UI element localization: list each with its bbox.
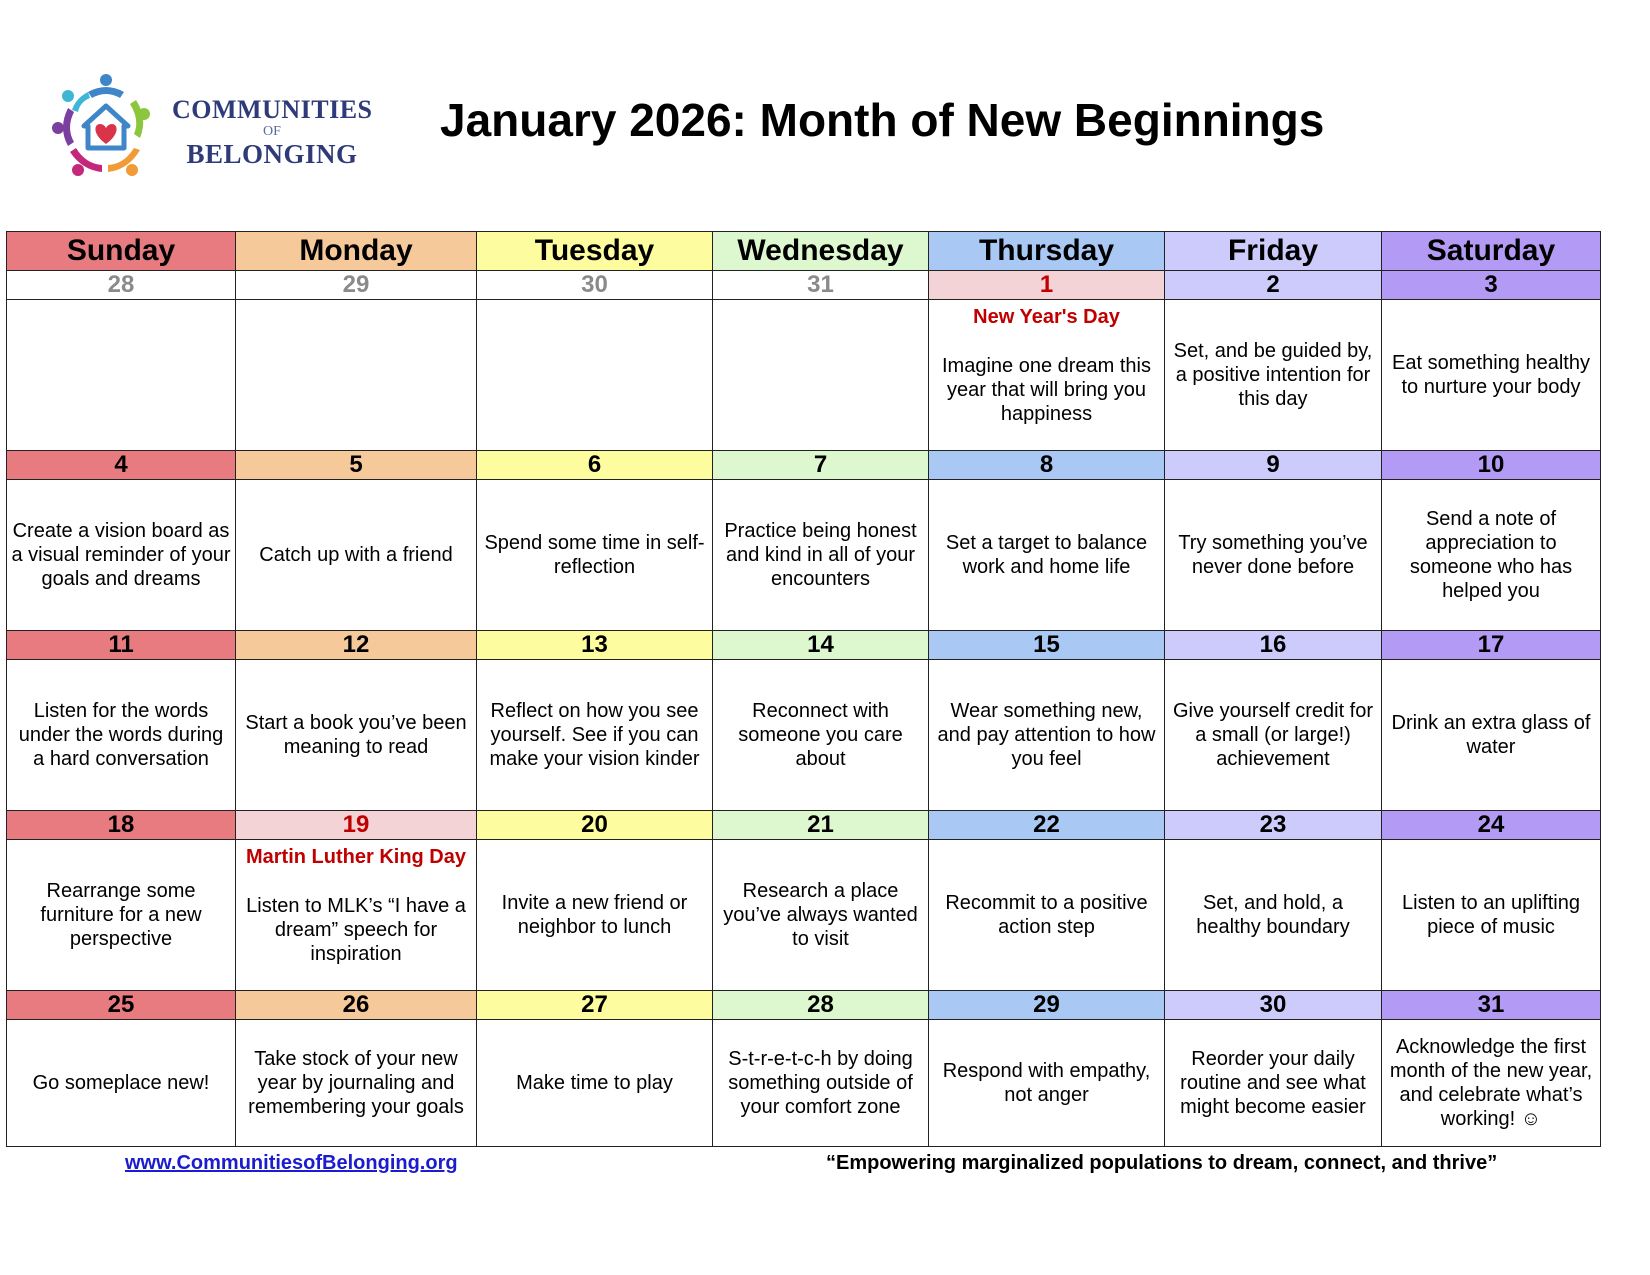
- date-number: 21: [713, 811, 929, 840]
- weekday-header: Monday: [236, 232, 477, 271]
- date-number: 24: [1382, 811, 1601, 840]
- day-activity: Spend some time in self-reflection: [477, 480, 713, 631]
- day-activity: Imagine one dream this year that will bring you happiness: [941, 355, 1151, 425]
- day-activity: [477, 300, 713, 451]
- day-activity: Set, and be guided by, a positive intention for this day: [1165, 300, 1382, 451]
- date-number: 13: [477, 631, 713, 660]
- day-activity: Set, and hold, a healthy boundary: [1165, 840, 1382, 991]
- weekday-header: Thursday: [929, 232, 1165, 271]
- weekday-header-row: [7, 232, 1601, 271]
- day-activity: Set a target to balance work and home life: [929, 480, 1165, 631]
- date-number: 18: [7, 811, 236, 840]
- activity-row: [7, 480, 1601, 631]
- date-row: [7, 631, 1601, 660]
- activity-row: [7, 300, 1601, 451]
- date-number: 19: [236, 811, 477, 840]
- page-title: January 2026: Month of New Beginnings: [440, 94, 1325, 146]
- day-activity: Eat something healthy to nurture your body: [1382, 300, 1601, 451]
- date-number: 30: [477, 271, 713, 300]
- date-number: 7: [713, 451, 929, 480]
- day-activity: Invite a new friend or neighbor to lunch: [477, 840, 713, 991]
- date-number: 5: [236, 451, 477, 480]
- day-activity: [236, 300, 477, 451]
- weekday-header: Sunday: [7, 232, 236, 271]
- day-activity: [7, 300, 236, 451]
- date-number: 1: [929, 271, 1165, 300]
- date-row: [7, 451, 1601, 480]
- tagline-quote: “Empowering marginalized populations to dream, connect, and thrive”: [826, 1152, 1498, 1174]
- holiday-name: Martin Luther King Day: [245, 846, 466, 868]
- date-number: 10: [1382, 451, 1601, 480]
- date-number: 4: [7, 451, 236, 480]
- date-number: 26: [236, 991, 477, 1020]
- date-number: 14: [713, 631, 929, 660]
- day-activity: Make time to play: [477, 1020, 713, 1147]
- day-activity: Try something you’ve never done before: [1165, 480, 1382, 631]
- day-activity: S-t-r-e-t-c-h by doing something outside of your comfort zone: [713, 1020, 929, 1147]
- date-number: 15: [929, 631, 1165, 660]
- day-activity: Practice being honest and kind in all of your encounters: [713, 480, 929, 631]
- day-activity: Listen to an uplifting piece of music: [1382, 840, 1601, 991]
- date-number: 31: [1382, 991, 1601, 1020]
- day-activity: Reflect on how you see yourself. See if you can make your vision kinder: [477, 660, 713, 811]
- day-activity: Wear something new, and pay attention to how you feel: [929, 660, 1165, 811]
- activity-row: [7, 840, 1601, 991]
- day-activity: Reconnect with someone you care about: [713, 660, 929, 811]
- brand-line-2: OF: [263, 124, 281, 139]
- date-number: 30: [1165, 991, 1382, 1020]
- day-activity: Start a book you’ve been meaning to read: [236, 660, 477, 811]
- date-number: 22: [929, 811, 1165, 840]
- day-activity: Take stock of your new year by journaling and remembering your goals: [236, 1020, 477, 1147]
- weekday-header: Saturday: [1382, 232, 1601, 271]
- date-number: 28: [7, 271, 236, 300]
- day-activity-holiday: [929, 300, 1165, 451]
- day-activity: Go someplace new!: [7, 1020, 236, 1147]
- day-activity: Rearrange some furniture for a new perspective: [7, 840, 236, 991]
- weekday-header: Friday: [1165, 232, 1382, 271]
- date-number: 28: [713, 991, 929, 1020]
- community-logo-icon: [48, 70, 158, 190]
- day-activity: Send a note of appreciation to someone who has helped you: [1382, 480, 1601, 631]
- date-number: 8: [929, 451, 1165, 480]
- date-number: 29: [929, 991, 1165, 1020]
- holiday-name: New Year's Day: [973, 306, 1120, 328]
- day-activity: Listen for the words under the words during a hard conversation: [7, 660, 236, 811]
- date-row: [7, 811, 1601, 840]
- date-number: 12: [236, 631, 477, 660]
- date-number: 23: [1165, 811, 1382, 840]
- date-number: 6: [477, 451, 713, 480]
- date-number: 20: [477, 811, 713, 840]
- brand-line-3: BELONGING: [186, 139, 358, 169]
- weekday-header: Tuesday: [477, 232, 713, 271]
- date-number: 2: [1165, 271, 1382, 300]
- brand-line-1: COMMUNITIES: [172, 95, 373, 124]
- day-activity-holiday: [236, 840, 477, 991]
- date-number: 9: [1165, 451, 1382, 480]
- website-link[interactable]: www.CommunitiesofBelonging.org: [125, 1152, 458, 1174]
- day-activity: Give yourself credit for a small (or large!) achievement: [1165, 660, 1382, 811]
- activity-row: [7, 660, 1601, 811]
- day-activity: Acknowledge the first month of the new year, and celebrate what’s working! ☺: [1382, 1020, 1601, 1147]
- logo: [48, 70, 378, 190]
- date-number: 17: [1382, 631, 1601, 660]
- day-activity: Listen to MLK’s “I have a dream” speech for inspiration: [246, 895, 466, 965]
- day-activity: Create a vision board as a visual reminder of your goals and dreams: [7, 480, 236, 631]
- day-activity: Drink an extra glass of water: [1382, 660, 1601, 811]
- weekday-header: Wednesday: [713, 232, 929, 271]
- activity-row: [7, 1020, 1601, 1147]
- date-number: 31: [713, 271, 929, 300]
- day-activity: Recommit to a positive action step: [929, 840, 1165, 991]
- day-activity: Respond with empathy, not anger: [929, 1020, 1165, 1147]
- day-activity: Reorder your daily routine and see what might become easier: [1165, 1020, 1382, 1147]
- brand-name: [172, 96, 372, 168]
- date-number: 3: [1382, 271, 1601, 300]
- day-activity: Research a place you’ve always wanted to visit: [713, 840, 929, 991]
- day-activity: Catch up with a friend: [236, 480, 477, 631]
- day-activity: [713, 300, 929, 451]
- date-number: 16: [1165, 631, 1382, 660]
- calendar-grid: [6, 231, 1601, 1147]
- date-number: 27: [477, 991, 713, 1020]
- date-number: 29: [236, 271, 477, 300]
- date-row: [7, 991, 1601, 1020]
- date-row: [7, 271, 1601, 300]
- date-number: 11: [7, 631, 236, 660]
- date-number: 25: [7, 991, 236, 1020]
